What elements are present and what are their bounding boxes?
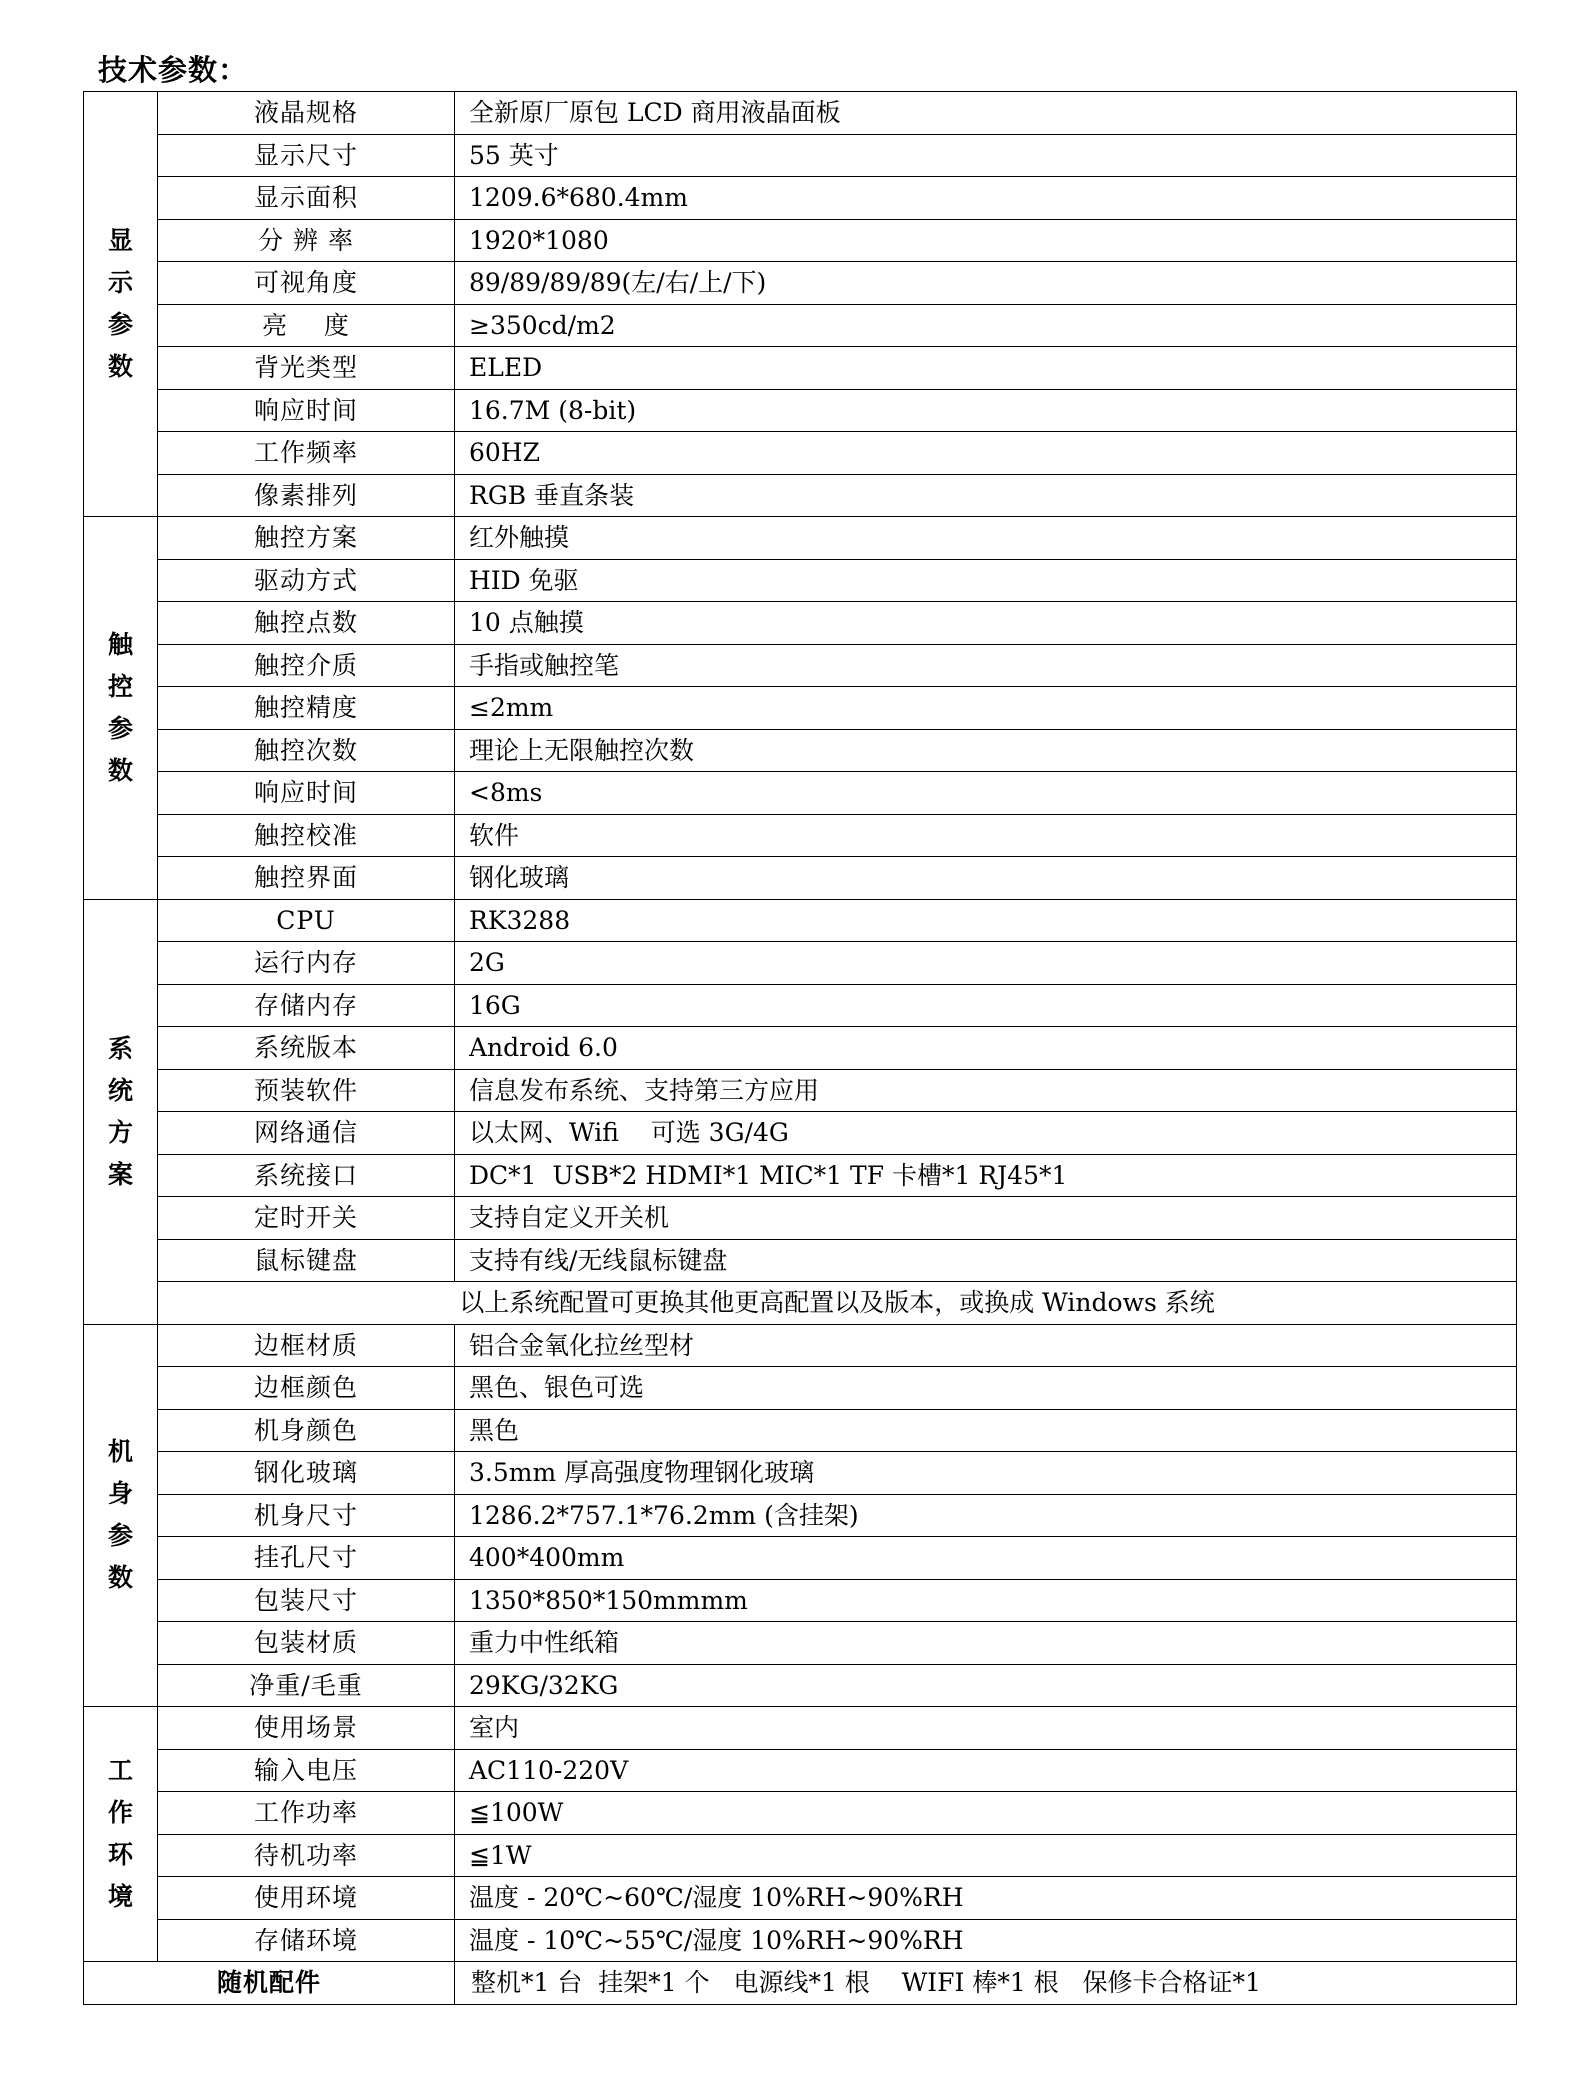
spec-row [84,644,1517,687]
spec-value: 铝合金氧化拉丝型材 [455,1324,1517,1367]
spec-label: 显示尺寸 [158,134,455,177]
spec-value: 温度 - 20℃~60℃/湿度 10%RH~90%RH [455,1877,1517,1920]
spec-label: 输入电压 [158,1749,455,1792]
spec-value: 60HZ [455,432,1517,475]
spec-row [84,1919,1517,1962]
group-heading [84,1324,158,1707]
spec-label: 触控介质 [158,644,455,687]
spec-row [84,262,1517,305]
spec-label: 机身颜色 [158,1409,455,1452]
spec-row [84,92,1517,135]
accessories-label: 随机配件 [84,1962,455,2005]
spec-label: 钢化玻璃 [158,1452,455,1495]
spec-label: 边框颜色 [158,1367,455,1410]
spec-row [84,729,1517,772]
spec-label: 响应时间 [158,772,455,815]
spec-row [84,1494,1517,1537]
spec-value: 全新原厂原包 LCD 商用液晶面板 [455,92,1517,135]
spec-row [84,1707,1517,1750]
spec-row [84,559,1517,602]
group-heading-text: 显示参数 [107,226,133,381]
spec-label: 存储环境 [158,1919,455,1962]
spec-value: 1209.6*680.4mm [455,177,1517,220]
spec-label: 工作频率 [158,432,455,475]
spec-value: 1286.2*757.1*76.2mm (含挂架) [455,1494,1517,1537]
spec-label: 系统版本 [158,1027,455,1070]
group-heading [84,517,158,900]
spec-row [84,304,1517,347]
spec-label: 系统接口 [158,1154,455,1197]
group-heading-text: 工作环境 [107,1756,133,1911]
spec-label: 分 辨 率 [158,219,455,262]
spec-row [84,942,1517,985]
spec-label: 显示面积 [158,177,455,220]
spec-value: 29KG/32KG [455,1664,1517,1707]
spec-value: 3.5mm 厚高强度物理钢化玻璃 [455,1452,1517,1495]
spec-value: HID 免驱 [455,559,1517,602]
spec-row [84,1452,1517,1495]
spec-value: 1350*850*150mmmm [455,1579,1517,1622]
spec-label: 像素排列 [158,474,455,517]
spec-label: 可视角度 [158,262,455,305]
spec-value: <8ms [455,772,1517,815]
spec-row [84,1197,1517,1240]
spec-row [84,134,1517,177]
spec-label: 定时开关 [158,1197,455,1240]
spec-label: 触控界面 [158,857,455,900]
spec-row [84,219,1517,262]
spec-value: 理论上无限触控次数 [455,729,1517,772]
spec-row [84,389,1517,432]
spec-row [84,1027,1517,1070]
spec-value: RGB 垂直条装 [455,474,1517,517]
spec-row [84,1877,1517,1920]
spec-table [83,91,1517,2005]
spec-row [84,1749,1517,1792]
spec-value: 10 点触摸 [455,602,1517,645]
spec-row [84,432,1517,475]
spec-label: 挂孔尺寸 [158,1537,455,1580]
spec-note-row [84,1282,1517,1325]
spec-label: 使用场景 [158,1707,455,1750]
spec-row [84,1537,1517,1580]
spec-label: 预装软件 [158,1069,455,1112]
spec-row [84,1664,1517,1707]
spec-value: ≦100W [455,1792,1517,1835]
spec-label: 驱动方式 [158,559,455,602]
spec-label: 亮 度 [158,304,455,347]
spec-row [84,1367,1517,1410]
spec-value: 软件 [455,814,1517,857]
spec-label: 使用环境 [158,1877,455,1920]
spec-value: 重力中性纸箱 [455,1622,1517,1665]
group-heading [84,899,158,1324]
spec-value: 信息发布系统、支持第三方应用 [455,1069,1517,1112]
spec-value: 2G [455,942,1517,985]
spec-row [84,1112,1517,1155]
spec-value: 1920*1080 [455,219,1517,262]
spec-label: 触控精度 [158,687,455,730]
spec-value: ≥350cd/m2 [455,304,1517,347]
spec-row [84,347,1517,390]
spec-value: ≤2mm [455,687,1517,730]
spec-value: 支持有线/无线鼠标键盘 [455,1239,1517,1282]
spec-value: 以太网、Wifi 可选 3G/4G [455,1112,1517,1155]
spec-row [84,177,1517,220]
document-title: 技术参数： [98,53,249,87]
spec-row [84,1239,1517,1282]
spec-label: 运行内存 [158,942,455,985]
spec-label: 液晶规格 [158,92,455,135]
spec-label: 网络通信 [158,1112,455,1155]
group-heading-text: 系统方案 [107,1033,133,1189]
spec-label: 边框材质 [158,1324,455,1367]
spec-row [84,772,1517,815]
spec-label: 触控次数 [158,729,455,772]
spec-row [84,687,1517,730]
spec-row [84,1579,1517,1622]
spec-row [84,984,1517,1027]
spec-value: 手指或触控笔 [455,644,1517,687]
spec-label: 触控点数 [158,602,455,645]
spec-row [84,1792,1517,1835]
spec-value: 89/89/89/89(左/右/上/下) [455,262,1517,305]
accessories-row [84,1962,1517,2005]
spec-label: 包装材质 [158,1622,455,1665]
spec-row [84,517,1517,560]
spec-value: Android 6.0 [455,1027,1517,1070]
spec-row [84,1324,1517,1367]
spec-row [84,1409,1517,1452]
spec-value: 黑色、银色可选 [455,1367,1517,1410]
spec-value: ELED [455,347,1517,390]
spec-row [84,899,1517,942]
spec-label: 待机功率 [158,1834,455,1877]
spec-row [84,602,1517,645]
spec-value: 红外触摸 [455,517,1517,560]
spec-value: 黑色 [455,1409,1517,1452]
group-heading [84,1707,158,1962]
group-heading-text: 触控参数 [107,629,133,785]
spec-value: 温度 - 10℃~55℃/湿度 10%RH~90%RH [455,1919,1517,1962]
spec-value: 支持自定义开关机 [455,1197,1517,1240]
spec-row [84,814,1517,857]
spec-row [84,1154,1517,1197]
spec-value: DC*1 USB*2 HDMI*1 MIC*1 TF 卡槽*1 RJ45*1 [455,1154,1517,1197]
spec-row [84,1834,1517,1877]
spec-row [84,1622,1517,1665]
spec-label: 背光类型 [158,347,455,390]
spec-value: RK3288 [455,899,1517,942]
spec-value: 钢化玻璃 [455,857,1517,900]
spec-value: 16.7M (8-bit) [455,389,1517,432]
spec-label: 净重/毛重 [158,1664,455,1707]
group-heading [84,92,158,517]
spec-label: 工作功率 [158,1792,455,1835]
accessories-value: 整机*1 台 挂架*1 个 电源线*1 根 WIFI 棒*1 根 保修卡合格证*1 [455,1962,1517,2005]
spec-value: 室内 [455,1707,1517,1750]
spec-label: 触控方案 [158,517,455,560]
spec-row [84,474,1517,517]
group-heading-text: 机身参数 [107,1437,133,1593]
spec-value: 400*400mm [455,1537,1517,1580]
spec-value: ≦1W [455,1834,1517,1877]
spec-label: 存储内存 [158,984,455,1027]
spec-row [84,1069,1517,1112]
spec-label: CPU [158,899,455,942]
spec-value: 16G [455,984,1517,1027]
spec-label: 响应时间 [158,389,455,432]
spec-label: 鼠标键盘 [158,1239,455,1282]
spec-label: 包装尺寸 [158,1579,455,1622]
spec-value: 55 英寸 [455,134,1517,177]
spec-row [84,857,1517,900]
spec-label: 机身尺寸 [158,1494,455,1537]
spec-label: 触控校准 [158,814,455,857]
system-config-note: 以上系统配置可更换其他更高配置以及版本，或换成 Windows 系统 [158,1282,1517,1325]
spec-value: AC110-220V [455,1749,1517,1792]
